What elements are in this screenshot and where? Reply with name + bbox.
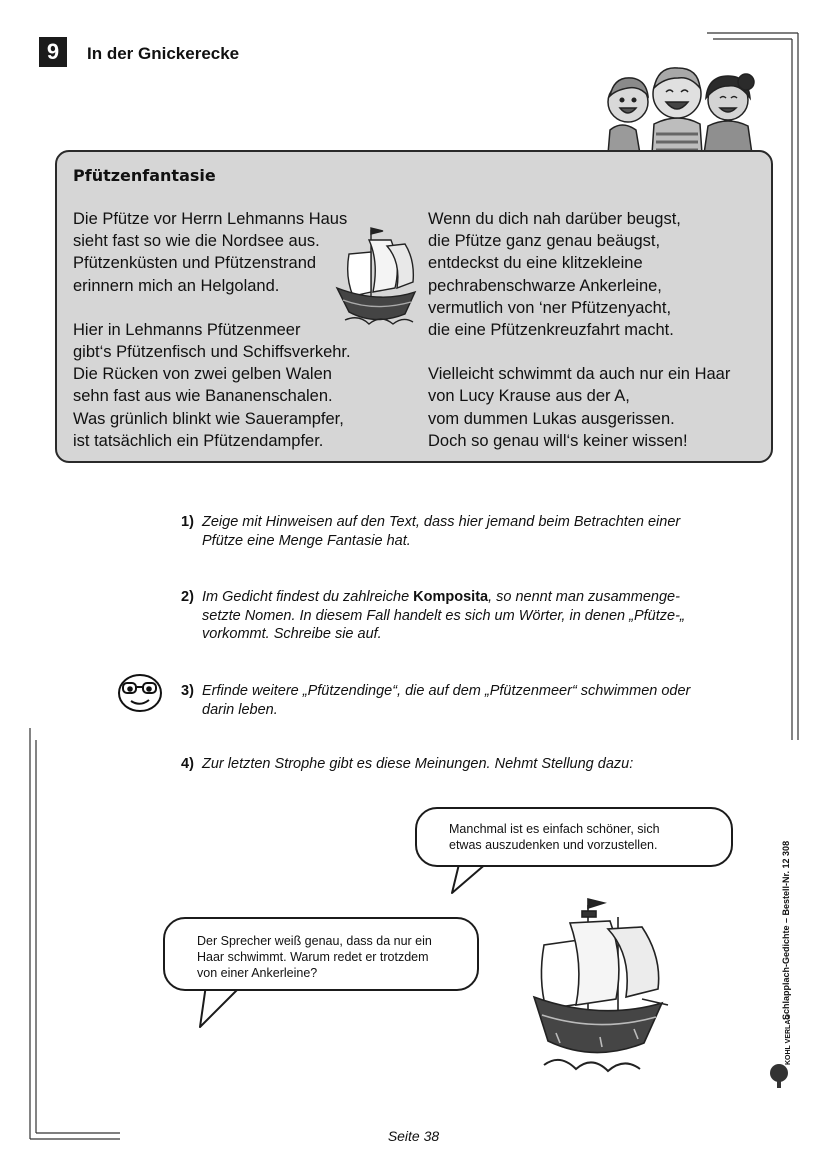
- publisher-logo: [765, 1014, 799, 1090]
- task-text-line: Im Gedicht findest du zahlreiche: [202, 589, 414, 605]
- poem-line: entdeckst du eine klitzekleine: [428, 254, 643, 273]
- task-text-line: Pfütze eine Menge Fantasie hat.: [202, 532, 411, 549]
- poem-line: Hier in Lehmanns Pfützenmeer: [73, 320, 301, 339]
- task-text-line: Erfinde weitere „Pfützendinge“, die auf dem „Pfützenmeer“ schwimmen oder: [202, 683, 691, 699]
- sidebar-text: Schlapplach-Gedichte – Bestell-Nr. 12 308: [781, 840, 791, 1020]
- poem-line: vermutlich von ‘ner Pfützenyacht,: [428, 298, 672, 317]
- poem-line: ist tatsächlich ein Pfützendampfer.: [73, 431, 324, 450]
- poem-line: Die Rücken von zwei gelben Walen: [73, 365, 332, 384]
- poem-line: sehn fast aus wie Bananenschalen.: [73, 387, 333, 406]
- page-title: In der Gnickerecke: [87, 44, 240, 63]
- speech-bubble-right: [415, 807, 733, 867]
- task-number: 4): [181, 756, 194, 772]
- task-number: 2): [181, 589, 194, 605]
- task-text-line: Zeige mit Hinweisen auf den Text, dass hier jemand beim Betrachten einer: [202, 514, 681, 530]
- poem-line: die Pfütze ganz genau beäugst,: [428, 232, 661, 251]
- poem-line: Doch so genau will‘s keiner wissen!: [428, 431, 688, 450]
- poem-line: Die Pfütze vor Herrn Lehmanns Haus: [73, 210, 348, 228]
- task-text-line: setzte Nomen. In diesem Fall handelt es sich um Wörter, in denen „Pfütze-„: [202, 607, 685, 624]
- poem-line: Wenn du dich nah darüber beugst,: [428, 210, 681, 228]
- bubble-text-line: etwas auszudenken und vorzustellen.: [449, 838, 658, 852]
- tree-logo-icon: [767, 1063, 791, 1089]
- page-number: Seite 38: [387, 1128, 440, 1144]
- task-text-line: darin leben.: [202, 701, 278, 718]
- bubble-text-line: von einer Ankerleine?: [197, 966, 318, 980]
- poem-line: sieht fast so wie die Nordsee aus.: [73, 232, 320, 251]
- poem-line: pechrabenschwarze Ankerleine,: [428, 276, 662, 295]
- poem-line: vom dummen Lukas ausgerissen.: [428, 409, 675, 428]
- task-text-line: vorkommt. Schreibe sie auf.: [202, 626, 382, 642]
- poem-title: Pfützenfantasie: [73, 166, 216, 185]
- bubble-text-line: Manchmal ist es einfach schöner, sich: [449, 822, 660, 836]
- poem-line: Pfützenküsten und Pfützenstrand: [73, 254, 317, 273]
- bubble-text-line: Haar schwimmt. Warum redet er trotzdem: [197, 950, 429, 964]
- publisher-name: KOHL VERLAG: [785, 1014, 792, 1065]
- bubble-text-line: Der Sprecher weiß genau, dass da nur ein: [197, 934, 432, 948]
- task-number: 1): [181, 514, 194, 530]
- poem-line: von Lucy Krause aus der A,: [428, 387, 630, 406]
- poem-line: erinnern mich an Helgoland.: [73, 276, 280, 295]
- sailing-ship-icon: [530, 893, 675, 1078]
- task-text-line: Zur letzten Strophe gibt es diese Meinungen. Nehmt Stellung dazu:: [202, 756, 634, 772]
- keyword-komposita: Komposita: [413, 589, 489, 605]
- poem-line: gibt‘s Pfützenfisch und Schiffsverkehr.: [73, 342, 351, 361]
- poem-line: Was grünlich blinkt wie Sauerampfer,: [73, 409, 344, 428]
- task-text-line: , so nennt man zusammenge-: [488, 589, 680, 605]
- poem-line: die eine Pfützenkreuzfahrt macht.: [428, 320, 674, 339]
- order-number-sidebar: [781, 800, 799, 1020]
- task-number: 3): [181, 683, 194, 699]
- section-number-badge: 9: [39, 37, 67, 67]
- speech-bubble-left: [163, 917, 479, 991]
- poem-line: Vielleicht schwimmt da auch nur ein Haar: [428, 365, 731, 384]
